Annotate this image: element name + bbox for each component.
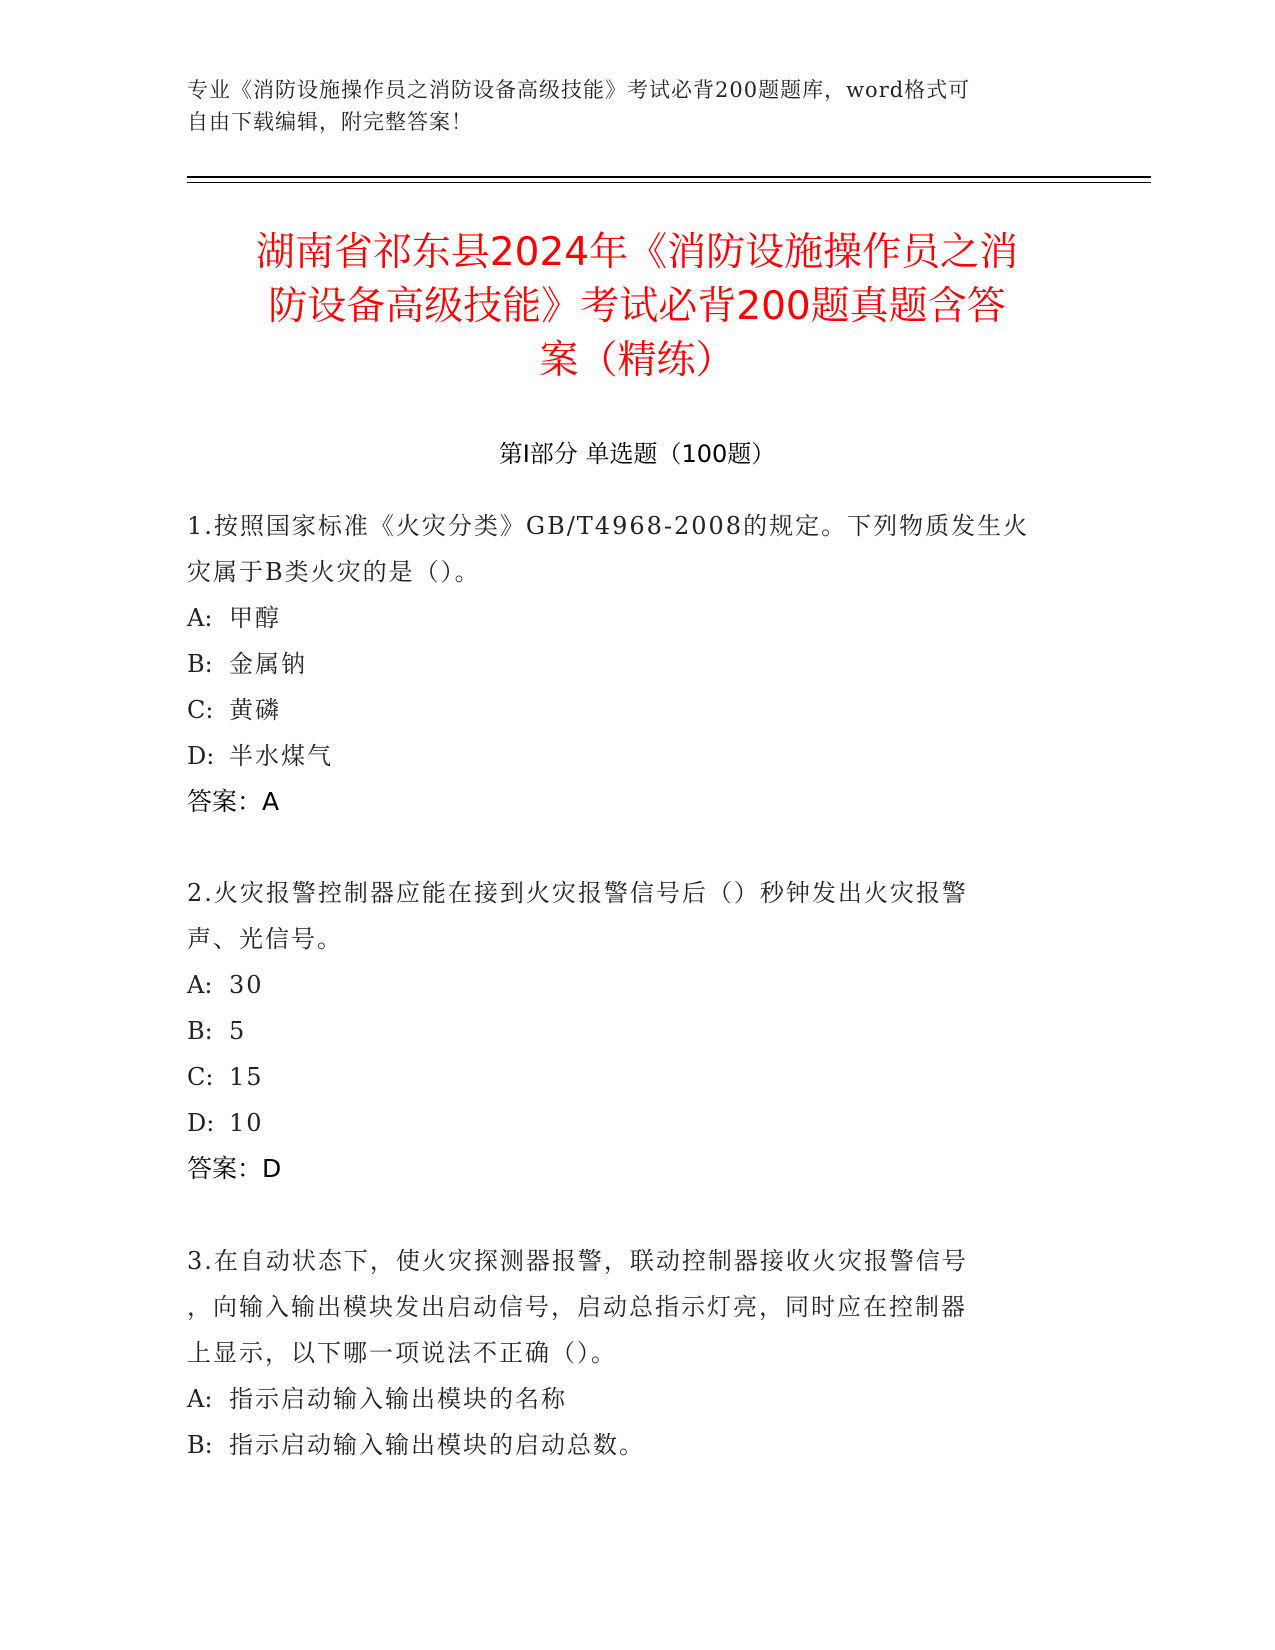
question-2 — [187, 870, 1087, 1192]
answer-label: 答案：D — [187, 1154, 282, 1183]
header-note-line: 自由下载编辑，附完整答案！ — [187, 110, 473, 134]
header-divider-thin — [187, 182, 1151, 183]
option-d — [187, 1100, 1087, 1146]
question-text-line: 1.按照国家标准《火灾分类》GB/T4968-2008的规定。下列物质发生火 — [187, 512, 1030, 540]
question-text-line: 3.在自动状态下，使火灾探测器报警，联动控制器接收火灾报警信号 — [187, 1247, 968, 1275]
option-b — [187, 641, 1087, 687]
option-key: B: — [187, 650, 213, 678]
document-title — [187, 226, 1087, 388]
option-key: C: — [187, 1063, 214, 1091]
option-key: B: — [187, 1431, 213, 1459]
option-key: A: — [187, 971, 213, 999]
option-key: D: — [187, 1109, 215, 1137]
option-b — [187, 1008, 1087, 1054]
option-key: C: — [187, 696, 214, 724]
header-note — [187, 74, 1087, 138]
option-text: 半水煤气 — [229, 742, 333, 770]
option-text: 甲醇 — [229, 604, 281, 632]
option-text: 30 — [229, 971, 264, 999]
question-text-line: 声、光信号。 — [187, 925, 343, 953]
option-a — [187, 595, 1087, 641]
option-c — [187, 1054, 1087, 1100]
answer-label: 答案：A — [187, 787, 280, 816]
option-key: A: — [187, 1385, 213, 1413]
option-text: 15 — [229, 1063, 264, 1091]
option-key: A: — [187, 604, 213, 632]
option-text: 指示启动输入输出模块的启动总数。 — [229, 1431, 645, 1459]
option-text: 10 — [229, 1109, 264, 1137]
question-text-line: 灾属于B类火灾的是（）。 — [187, 558, 481, 586]
option-text: 黄磷 — [229, 696, 281, 724]
question-1 — [187, 503, 1087, 825]
option-text: 金属钠 — [229, 650, 307, 678]
document-title-line: 湖南省祁东县2024年《消防设施操作员之消 — [255, 230, 1019, 275]
header-divider-thick — [187, 176, 1151, 178]
header-note-line: 专业《消防设施操作员之消防设备高级技能》考试必背200题题库，word格式可 — [187, 78, 971, 102]
option-a — [187, 962, 1087, 1008]
document-title-line: 案（精练） — [539, 338, 735, 383]
option-a — [187, 1376, 1087, 1422]
document-title-line: 防设备高级技能》考试必背200题真题含答 — [268, 284, 1006, 329]
question-3 — [187, 1238, 1087, 1468]
section-heading: 第Ⅰ部分 单选题（100题） — [498, 440, 776, 468]
option-text: 5 — [229, 1017, 247, 1045]
option-b — [187, 1422, 1087, 1468]
option-key: B: — [187, 1017, 213, 1045]
option-key: D: — [187, 742, 215, 770]
question-text-line: 上显示，以下哪一项说法不正确（）。 — [187, 1339, 617, 1367]
option-d — [187, 733, 1087, 779]
option-c — [187, 687, 1087, 733]
question-text-line: 2.火灾报警控制器应能在接到火灾报警信号后（）秒钟发出火灾报警 — [187, 879, 968, 907]
question-text-line: ，向输入输出模块发出启动信号，启动总指示灯亮，同时应在控制器 — [187, 1293, 967, 1321]
option-text: 指示启动输入输出模块的名称 — [229, 1385, 567, 1413]
